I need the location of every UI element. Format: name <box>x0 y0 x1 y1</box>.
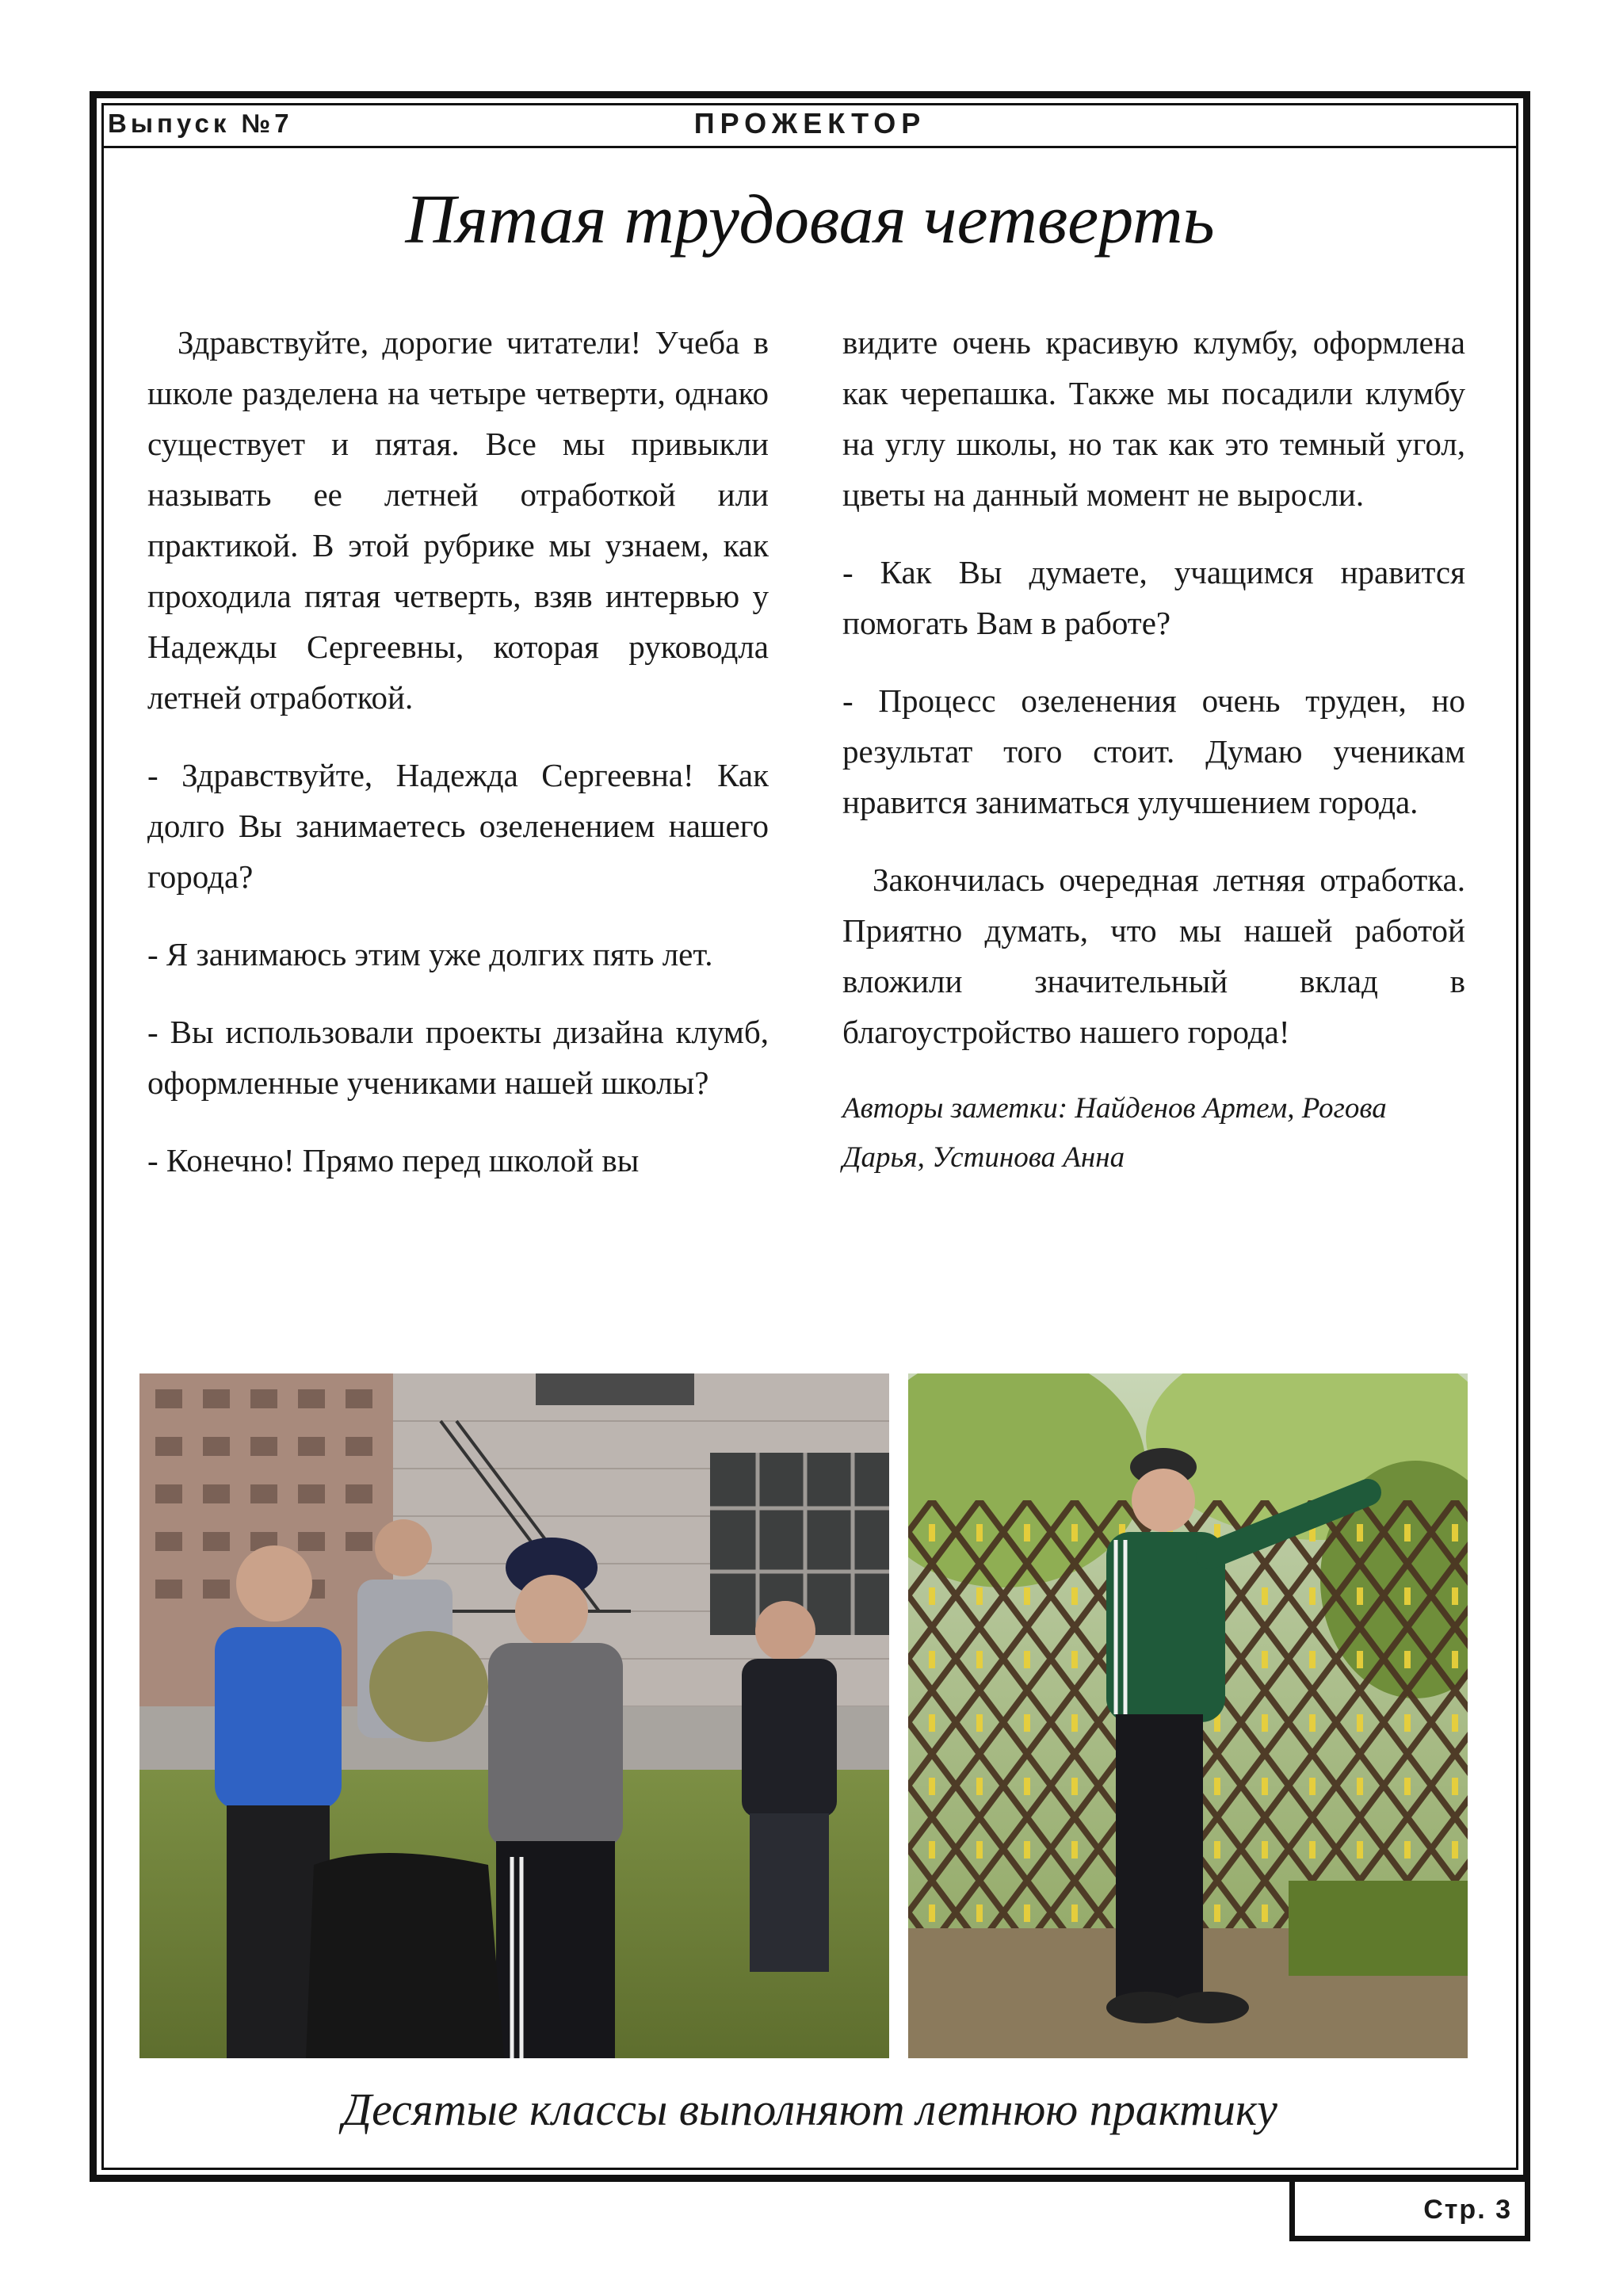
interview-question-1: - Здравствуйте, Надежда Сергеевна! Как долго Вы занимаетесь озеленением нашего города? <box>147 757 769 895</box>
page-number: Стр. 3 <box>1423 2195 1512 2225</box>
interview-answer-1: - Я занимаюсь этим уже долгих пять лет. <box>147 936 713 972</box>
article-authors: Авторы заметки: Найденов Артем, Рогова Дарья, Устинова Анна <box>842 1092 1387 1174</box>
intro-paragraph: Здравствуйте, дорогие читатели! Учеба в школе разделена на четыре четверти, однако существует и пятая. Все мы привыкли называть ее летней отработкой или практикой. В этой рубрике мы узнаем, как проходила пятая четверть, взяв интервью у Надежды Сергеевны, которая руководла летней отработкой. <box>147 324 769 716</box>
interview-question-2: - Вы использовали проекты дизайна клумб, оформленные учениками нашей школы? <box>147 1014 769 1101</box>
photo-caption: Десятые классы выполняют летнюю практику <box>342 2084 1277 2135</box>
interview-answer-3: - Процесс озеленения очень труден, но результат того стоит. Думаю ученикам нравится заниматься улучшением города. <box>842 682 1465 820</box>
article-title: Пятая трудовая четверть <box>405 181 1215 258</box>
issue-number: Выпуск №7 <box>108 109 293 138</box>
page-number-box <box>1289 2175 1530 2241</box>
conclusion-paragraph: Закончилась очередная летняя отработка. Приятно думать, что мы нашей работой вложили значительный вклад в благоустройство нашего города! <box>842 861 1465 1050</box>
photo-student-fence <box>908 1373 1468 2058</box>
header-divider <box>101 146 1518 148</box>
interview-question-3: - Как Вы думаете, учащимся нравится помогать Вам в работе? <box>842 554 1465 641</box>
photo-students-cleanup <box>139 1373 889 2058</box>
article-column-left <box>147 317 769 1213</box>
interview-answer-2-start: - Конечно! Прямо перед школой вы <box>147 1142 640 1179</box>
newspaper-masthead: ПРОЖЕКТОР <box>693 107 926 139</box>
article-column-right <box>842 317 1465 1209</box>
interview-answer-2-end: видите очень красивую клумбу, оформлена как черепашка. Также мы посадили клумбу на углу школы, но так как это темный угол, цветы на данный момент не выросли. <box>842 324 1465 513</box>
